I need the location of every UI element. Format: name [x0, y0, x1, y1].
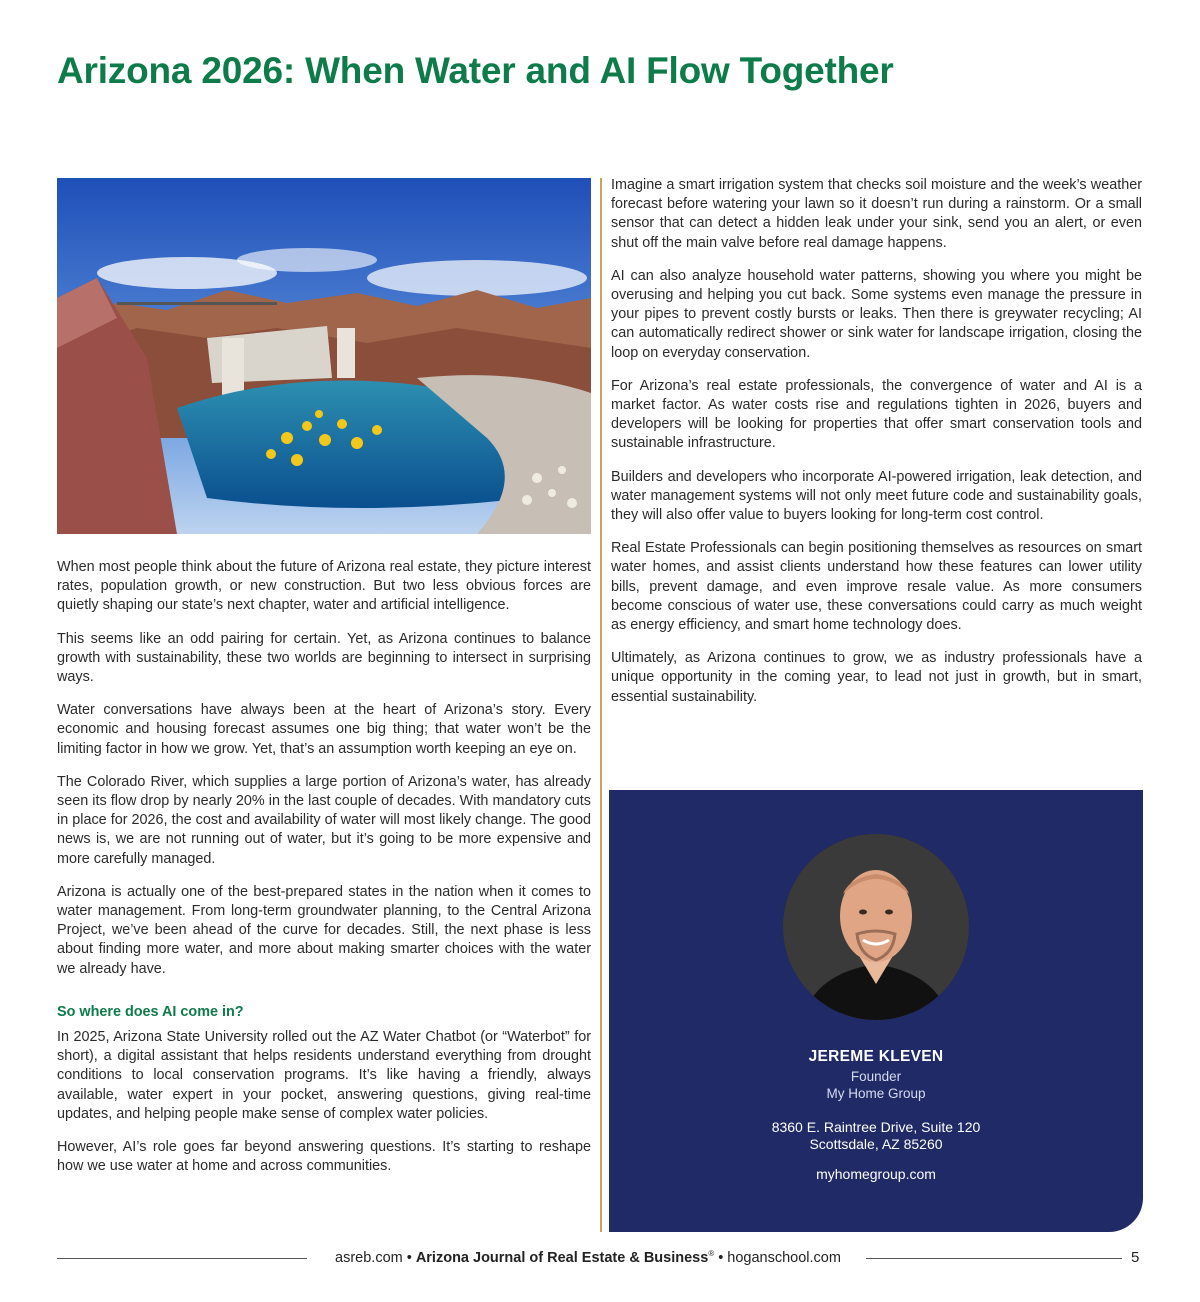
- page-number: 5: [1131, 1249, 1140, 1266]
- footer-rule-right: [866, 1258, 1122, 1259]
- paragraph: The Colorado River, which supplies a large portion of Arizona’s water, has already seen its flow drop by nearly 20% in the last couple of decades. With mandatory cuts in place for 2026, the cost and availability of water will most likely change. The good news is, we are not running out of water, but it’s going to be more expensive and more carefully managed.: [57, 773, 591, 867]
- author-address-line1: 8360 E. Raintree Drive, Suite 120: [771, 1119, 981, 1135]
- paragraph: Builders and developers who incorporate AI-powered irrigation, leak detection, and water management systems will not only meet future code and sustainability goals, they will also offer value to buyers looking for long-term cost control.: [611, 468, 1142, 524]
- footer-bullet: •: [406, 1249, 412, 1266]
- article-title: Arizona 2026: When Water and AI Flow Together: [57, 50, 894, 91]
- footer-site-link[interactable]: asreb.com: [335, 1249, 403, 1266]
- paragraph: AI can also analyze household water patterns, showing you where you might be overusing and helping you cut back. Some systems even manage the pressure in your pipes to prevent costly bursts or leaks. Then there is greywater recycling; AI can automatically redirect shower or sink water for landscape irrigation, closing the loop on everyday conservation.: [611, 267, 1142, 361]
- paragraph: For Arizona’s real estate professionals, the convergence of water and AI is a market factor. As water costs rise and regulations tighten in 2026, buyers and developers will be looking for properties that offer smart conservation tools and sustainable infrastructure.: [611, 377, 1142, 452]
- left-column: [57, 558, 591, 1190]
- author-website-link[interactable]: myhomegroup.com: [816, 1166, 936, 1182]
- author-address-line2: Scottsdale, AZ 85260: [809, 1136, 943, 1152]
- section-subheading: So where does AI come in?: [57, 1003, 244, 1020]
- author-avatar: [783, 834, 969, 1020]
- paragraph: Imagine a smart irrigation system that checks soil moisture and the week’s weather forecast before watering your lawn so it doesn’t run during a rainstorm. Or a small sensor that can detect a hidden leak under your sink, send you an alert, or even shut off the main valve before real damage happens.: [611, 177, 1142, 251]
- author-card: [609, 790, 1143, 1232]
- footer-journal-name: Arizona Journal of Real Estate & Business: [415, 1249, 709, 1266]
- footer-site-link[interactable]: hoganschool.com: [727, 1249, 841, 1266]
- author-name: JEREME KLEVEN: [808, 1048, 944, 1065]
- column-divider: [600, 178, 602, 1232]
- paragraph: This seems like an odd pairing for certain. Yet, as Arizona continues to balance growth with sustainability, these two worlds are beginning to intersect in surprising ways.: [57, 630, 591, 686]
- dam-photo: [57, 178, 591, 534]
- footer-bullet: •: [718, 1249, 724, 1266]
- paragraph: However, AI’s role goes far beyond answering questions. It’s starting to reshape how we use water at home and across communities.: [57, 1139, 591, 1175]
- footer: [318, 1249, 858, 1266]
- author-company: My Home Group: [826, 1086, 926, 1101]
- paragraph: Real Estate Professionals can begin positioning themselves as resources on smart water homes, and assist clients understand how these features can lower utility bills, prevent damage, and even improve resale value. As more consumers become conscious of water use, these conversations could carry as much weight as energy efficiency, and smart home technology does.: [611, 540, 1142, 634]
- footer-rule-left: [57, 1258, 307, 1259]
- paragraph: Ultimately, as Arizona continues to grow, we as industry professionals have a unique opportunity in the coming year, to lead not just in growth, but in smart, essential sustainability.: [611, 650, 1142, 705]
- registered-mark: ®: [708, 1249, 715, 1258]
- paragraph: In 2025, Arizona State University rolled out the AZ Water Chatbot (or “Waterbot” for short), a digital assistant that helps residents understand everything from drought conditions to local conservation programs. It’s like having a friendly, always available, water expert in your pocket, answering questions, giving real-time updates, and helping people make sense of complex water policies.: [57, 1029, 591, 1122]
- paragraph: Water conversations have always been at the heart of Arizona’s story. Every economic and housing forecast assumes one big thing; that water won’t be the limiting factor in how we grow. Yet, that’s an assumption worth keeping an eye on.: [57, 702, 591, 757]
- paragraph: Arizona is actually one of the best-prepared states in the nation when it comes to water management. From long-term groundwater planning, to the Central Arizona Project, we’ve been ahead of the curve for decades. Still, the next phase is less about finding more water, and more about making smarter choices with the water we already have.: [57, 883, 591, 977]
- right-column: [611, 176, 1142, 721]
- paragraph: When most people think about the future of Arizona real estate, they picture interest rates, population growth, or new construction. But two less obvious forces are quietly shaping our state’s next chapter, water and artificial intelligence.: [57, 559, 591, 614]
- author-role: Founder: [850, 1069, 902, 1084]
